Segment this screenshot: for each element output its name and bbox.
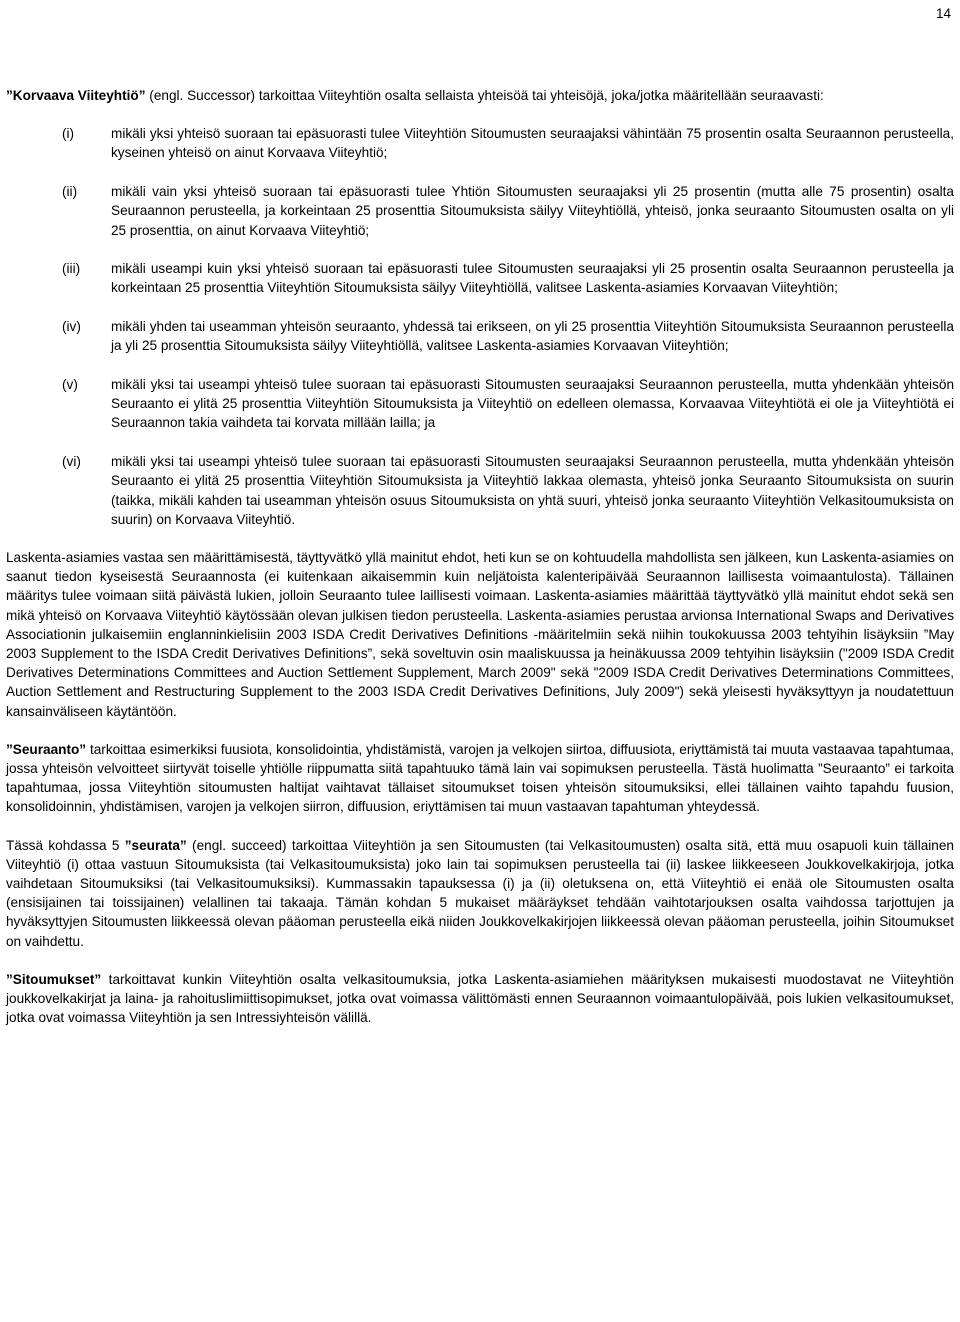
list-item bbox=[6, 259, 954, 297]
list-item-text: mikäli yksi yhteisö suoraan tai epäsuorasti tulee Viiteyhtiön Sitoumusten seuraajaksi vähintään 75 prosentin osalta Seuraannon perusteella, kyseinen yhteisö on ainut Korvaava Viiteyhtiö; bbox=[111, 126, 954, 161]
definition-text: (engl. succeed) tarkoittaa Viiteyhtiön ja sen Sitoumusten (tai Velkasitoumusten) osalta sitä, että muu osapuoli kuin tällainen Viiteyhtiö (i) ottaa vastuun Sitoumuksista (tai Velkasitoumuksista) joko lain tai sopimuksen perusteella tai (ii) laskee liikkeeseen Joukkovelkakirjoja, jotka vaihdetaan Sitoumuksiksi (tai Velkasitoumuksiksi). Kummassakin tapauksessa (i) ja (ii) oletuksena on, että Viiteyhtiö ei enää ole Sitoumusten osalta (ensisijainen tai toissijainen) velallinen tai takaaja. Tämän kohdan 5 mukaiset määräykset tehdään vaihtotarjouksen osalta vaihdossa tarjottujen ja hyväksyttyjen Sitoumusten liikkeessä olevan pääoman perusteella eikä niiden Joukkovelkakirjojen liikkeessä olevan pääoman perusteella, joihin Sitoumukset on vaihdettu. bbox=[6, 837, 954, 949]
definition-seurata bbox=[6, 836, 954, 951]
list-item-text: mikäli yksi tai useampi yhteisö tulee suoraan tai epäsuorasti Sitoumusten seuraajaksi Seuraannon perusteella, mutta yhdenkään yhteisön Seuraanto ei ylitä 25 prosenttia Viiteyhtiön Sitoumuksista ja Viiteyhtiö lakkaa olemasta, yhteisö jonka Seuraanto Sitoumuksista on suurin (taikka, mikäli kahden tai useamman yhteisön osuus Sitoumuksista on yhtä suuri, yhteisö jonka seuraanto Viiteyhtiön Velkasitoumuksista on suurin) on Korvaava Viiteyhtiö. bbox=[111, 454, 954, 527]
list-item-text: mikäli vain yksi yhteisö suoraan tai epäsuorasti tulee Yhtiön Sitoumusten seuraajaksi yli 25 prosentin (mutta alle 75 prosentin) osalta Seuraannon perusteella, ja korkeintaan 25 prosenttia Sitoumuksista säilyy Viiteyhtiöllä, yhteisö, jonka seuraanto Sitoumusten osalta on yli 25 prosenttia, on ainut Korvaava Viiteyhtiö; bbox=[111, 184, 954, 238]
defined-term: ”Sitoumukset” bbox=[6, 971, 102, 987]
list-item bbox=[6, 317, 954, 355]
list-item-text: mikäli yksi tai useampi yhteisö tulee suoraan tai epäsuorasti Sitoumusten seuraajaksi Seuraannon perusteella, mutta yhdenkään yhteisön Seuraanto ei ylitä 25 prosenttia Viiteyhtiön Sitoumuksista ja Viiteyhtiö on edelleen olemassa, Korvaavaa Viiteyhtiötä ei ole ja Viiteyhtiötä ei Seuraannon takia vaihdeta tai korvata millään lailla; ja bbox=[111, 377, 954, 431]
definition-korvaava-viiteyhtio bbox=[6, 86, 954, 105]
laskenta-asiamies-paragraph: Laskenta-asiamies vastaa sen määrittämisestä, täyttyvätkö yllä mainitut ehdot, heti kun se on kohtuudella mahdollista sen jälkeen, kun Laskenta-asiamies on saanut tiedon kyseisestä Seuraannosta (ei kuitenkaan aikaisemmin kuin neljätoista kalenteripäivää Seuraannon laillisesta voimaantulosta). Tällainen määritys tulee voimaan siitä päivästä lukien, jolloin Seuraanto tulee laillisesti voimaan. Laskenta-asiamies määrittää täyttyvätkö yllä mainitut ehdot sekä sen mikä yhteisö on Korvaava Viiteyhtiö käytössään olevan julkisen tiedon perusteella. Laskenta-asiamies perustaa arvionsa International Swaps and Derivatives Associationin julkaisemiin englanninkielisiin 2003 ISDA Credit Derivatives Definitions -määritelmiin sekä niihin toukokuussa 2003 tehtyihin lisäyksiin ”May 2003 Supplement to the ISDA Credit Derivatives Definitions”, sekä soveltuvin osin maaliskuussa ja heinäkuussa 2009 tehtyihin lisäyksiin ("2009 ISDA Credit Derivatives Determinations Committees and Auction Settlement Supplement, March 2009" sekä "2009 ISDA Credit Derivatives Determinations Committees, Auction Settlement and Restructuring Supplement to the 2003 ISDA Credit Derivatives Definitions, July 2009") sekä yleisesti hyväksyttyyn ja noudatettuun kansainväliseen käytäntöön. bbox=[6, 549, 954, 719]
definition-prefix: Tässä kohdassa 5 bbox=[6, 837, 125, 853]
list-item bbox=[6, 375, 954, 433]
definition-text: tarkoittaa esimerkiksi fuusiota, konsolidointia, yhdistämistä, varojen ja velkojen siirtoa, diffuusiota, eriyttämistä tai muuta vastaavaa tapahtumaa, jossa yhteisön velvoitteet siirtyvät toiselle yhtiölle riippumatta siitä tapahtuuko tämä lain vai sopimuksen perusteella. Tästä huolimatta ”Seuraanto” ei tarkoita tapahtumaa, jossa Viiteyhtiön sitoumusten haltijat vaihtavat tällaiset sitoumukset toisen yhteisön sitoumuksiksi, ellei tällainen vaihto tapahdu fuusion, konsolidoinnin, yhdistämisen, varojen ja velkojen siirron, diffuusion, eriyttämisen tai muun vastaavan tapahtuman yhteydessä. bbox=[6, 741, 954, 815]
definition-text: (engl. Successor) tarkoittaa Viiteyhtiön osalta sellaista yhteisöä tai yhteisöjä, joka/jotka määritellään seuraavasti: bbox=[145, 88, 824, 103]
definition-sitoumukset bbox=[6, 970, 954, 1028]
defined-term: ”Korvaava Viiteyhtiö” bbox=[6, 88, 146, 103]
definition-seuraanto bbox=[6, 740, 954, 817]
list-item bbox=[6, 452, 954, 529]
list-item-text: mikäli yhden tai useamman yhteisön seuraanto, yhdessä tai erikseen, on yli 25 prosenttia Viiteyhtiön Sitoumuksista Seuraannon perusteella ja yli 25 prosenttia Sitoumuksista säilyy Viiteyhtiöllä, valitsee Laskenta-asiamies Korvaavan Viiteyhtiön; bbox=[111, 319, 954, 354]
list-marker: (vi) bbox=[62, 454, 81, 470]
list-item bbox=[6, 182, 954, 240]
defined-term: ”seurata” bbox=[124, 837, 187, 853]
list-marker: (iv) bbox=[62, 319, 81, 335]
list-marker: (ii) bbox=[62, 184, 78, 200]
definition-text: tarkoittavat kunkin Viiteyhtiön osalta velkasitoumuksia, jotka Laskenta-asiamiehen määrityksen mukaisesti muodostavat ne Viiteyhtiön joukkovelkakirjat ja laina- ja rahoituslimiittisopimukset, jotka ovat voimassa välittömästi ennen Seuraannon voimaantulopäivää, pois lukien velkasitoumukset, jotka ovat voimassa Viiteyhtiön ja sen Intressiyhteisön välillä. bbox=[6, 971, 954, 1026]
defined-term: ”Seuraanto” bbox=[6, 741, 87, 757]
document-body bbox=[6, 86, 954, 1046]
page-number: 14 bbox=[935, 6, 951, 21]
list-item bbox=[6, 124, 954, 162]
list-marker: (v) bbox=[62, 377, 78, 393]
list-item-text: mikäli useampi kuin yksi yhteisö suoraan tai epäsuorasti tulee Sitoumusten seuraajaksi yli 25 prosentin osalta Seuraannon perusteella ja korkeintaan 25 prosenttia Viiteyhtiön Sitoumuksista säilyy Viiteyhtiöllä, valitsee Laskenta-asiamies Korvaavan Viiteyhtiön; bbox=[111, 261, 954, 296]
list-marker: (iii) bbox=[62, 261, 81, 277]
list-marker: (i) bbox=[62, 126, 75, 142]
definition-list bbox=[6, 124, 954, 529]
